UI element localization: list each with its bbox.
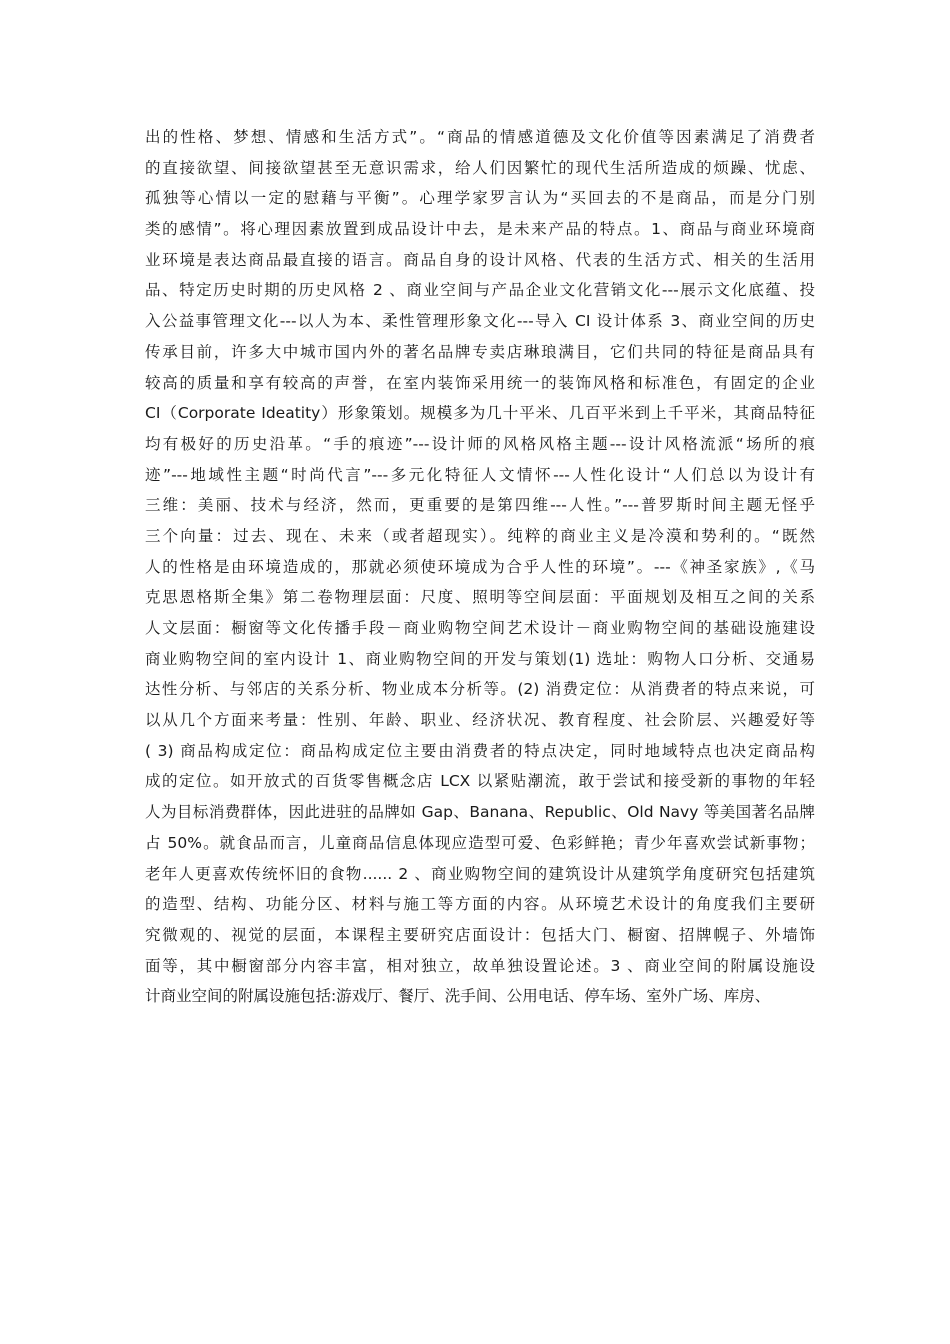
text-line: 的造型、结构、功能分区、材料与施工等方面的内容。从环境艺术设计的角度我们主要研 (145, 895, 815, 914)
text-line: 人文层面：橱窗等文化传播手段－商业购物空间艺术设计－商业购物空间的基础设施建设 (145, 619, 815, 637)
text-line: CI（Corporate Ideatity）形象策划。规模多为几十平米、几百平米到上千平米，其商品特征 (145, 404, 815, 423)
text-line: 三维：美丽、技术与经济，然而，更重要的是第四维---人性。”---普罗斯时间主题无怪乎 (145, 496, 815, 515)
text-line: 业环境是表达商品最直接的语言。商品自身的设计风格、代表的生活方式、相关的生活用 (145, 250, 815, 269)
text-line: 较高的质量和享有较高的声誉，在室内装饰采用统一的装饰风格和标准色，有固定的企业 (145, 373, 815, 392)
text-line: 占 50%。就食品而言，儿童商品信息体现应造型可爱、色彩鲜艳；青少年喜欢尝试新事物； (145, 833, 815, 852)
text-line: 迹”---地域性主题“时尚代言”---多元化特征人文情怀---人性化设计“人们总以为设计有 (145, 465, 815, 484)
text-line: 人的性格是由环境造成的，那就必须使环境成为合乎人性的环境”。---《神圣家族》,《马 (145, 557, 815, 576)
text-line: 计商业空间的附属设施包括:游戏厅、餐厅、洗手间、公用电话、停车场、室外广场、库房、 (145, 987, 771, 1006)
text-line: 出的性格、梦想、情感和生活方式”。“商品的情感道德及文化价值等因素满足了消费者 (145, 128, 815, 146)
text-line: 成的定位。如开放式的百货零售概念店 LCX 以紧贴潮流，敢于尝试和接受新的事物的年轻 (145, 772, 815, 791)
text-line: 老年人更喜欢传统怀旧的食物...... 2 、商业购物空间的建筑设计从建筑学角度研究包括建筑 (145, 864, 815, 883)
text-line: 究微观的、视觉的层面，本课程主要研究店面设计：包括大门、橱窗、招牌幌子、外墙饰 (145, 925, 815, 944)
text-line: ( 3) 商品构成定位：商品构成定位主要由消费者的特点决定，同时地域特点也决定商品构 (145, 741, 815, 760)
text-line: 孤独等心情以一定的慰藉与平衡”。心理学家罗言认为“买回去的不是商品，而是分门别 (145, 189, 815, 208)
text-line: 品、特定历史时期的历史风格 2 、商业空间与产品企业文化营销文化---展示文化底蕴、投 (145, 281, 815, 300)
text-line: 人为目标消费群体，因此进驻的品牌如 Gap、Banana、Republic、Old Navy 等美国著名品牌 (145, 803, 815, 822)
text-line: 商业购物空间的室内设计 1、商业购物空间的开发与策划(1) 选址：购物人口分析、交通易 (145, 649, 815, 668)
text-line: 面等，其中橱窗部分内容丰富，相对独立，故单独设置论述。3 、商业空间的附属设施设 (145, 956, 815, 975)
text-line: 达性分析、与邻店的关系分析、物业成本分析等。(2) 消费定位：从消费者的特点来说，可 (145, 680, 815, 699)
text-line: 的直接欲望、间接欲望甚至无意识需求，给人们因繁忙的现代生活所造成的烦躁、忧虑、 (145, 158, 815, 177)
body-text (145, 122, 815, 1012)
text-line: 以从几个方面来考量：性别、年龄、职业、经济状况、教育程度、社会阶层、兴趣爱好等 (145, 711, 815, 730)
text-line: 入公益事管理文化---以人为本、柔性管理形象文化---导入 CI 设计体系 3、商业空间的历史 (145, 312, 815, 331)
text-line: 克思恩格斯全集》第二卷物理层面：尺度、照明等空间层面：平面规划及相互之间的关系 (145, 588, 815, 607)
text-line: 三个向量：过去、现在、未来（或者超现实）。纯粹的商业主义是冷漠和势利的。“既然 (145, 526, 815, 545)
text-line: 类的感情”。将心理因素放置到成品设计中去，是未来产品的特点。1、商品与商业环境商 (145, 220, 815, 239)
text-line: 传承目前，许多大中城市国内外的著名品牌专卖店琳琅满目，它们共同的特征是商品具有 (145, 342, 815, 361)
text-line: 均有极好的历史沿革。“手的痕迹”---设计师的风格风格主题---设计风格流派“场所的痕 (145, 434, 815, 453)
